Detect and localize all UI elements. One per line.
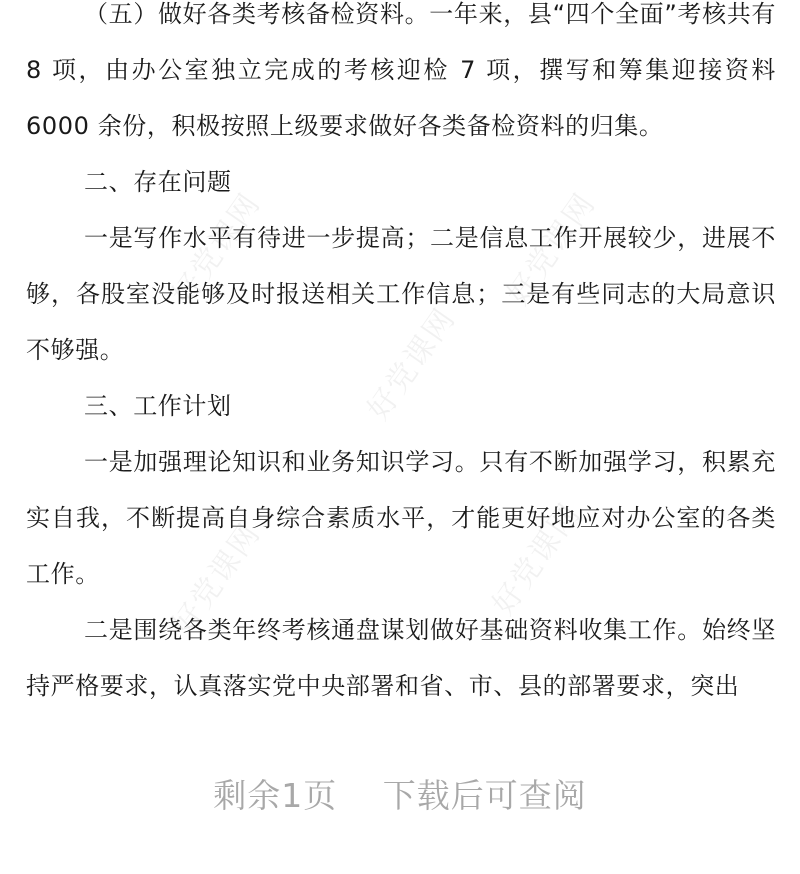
paragraph-exam-materials: （五）做好各类考核备检资料。一年来，县“四个全面”考核共有 8 项，由办公室独立完成的考核迎检 7 项，撰写和筹集迎接资料 6000 余份，积极按照上级要求做好各类备检资料的归集。 <box>26 0 776 140</box>
paragraph-plan-study: 一是加强理论知识和业务知识学习。只有不断加强学习，积累充实自我，不断提高自身综合素质水平，才能更好地应对办公室的各类工作。 <box>26 448 776 588</box>
watermark: 好党课网 <box>360 301 463 427</box>
watermark: 好党课网 <box>165 186 268 312</box>
remaining-pages-label: 剩余1页 <box>213 776 338 815</box>
paragraph-problems: 一是写作水平有待进一步提高；二是信息工作开展较少，进展不够，各股室没能够及时报送相关工作信息；三是有些同志的大局意识不够强。 <box>26 224 776 364</box>
heading-existing-problems: 二、存在问题 <box>84 168 232 196</box>
remaining-pages-notice[interactable] <box>0 770 800 817</box>
paragraph-plan-materials: 二是围绕各类年终考核通盘谋划做好基础资料收集工作。始终坚持严格要求，认真落实党中央部署和省、市、县的部署要求，突出 <box>26 616 776 700</box>
watermark: 好党课网 <box>485 496 588 622</box>
download-hint-label: 下载后可查阅 <box>382 776 587 815</box>
watermark: 好党课网 <box>165 516 268 642</box>
heading-work-plan: 三、工作计划 <box>84 392 232 420</box>
document-body <box>26 0 776 714</box>
watermark: 好党课网 <box>500 186 603 312</box>
